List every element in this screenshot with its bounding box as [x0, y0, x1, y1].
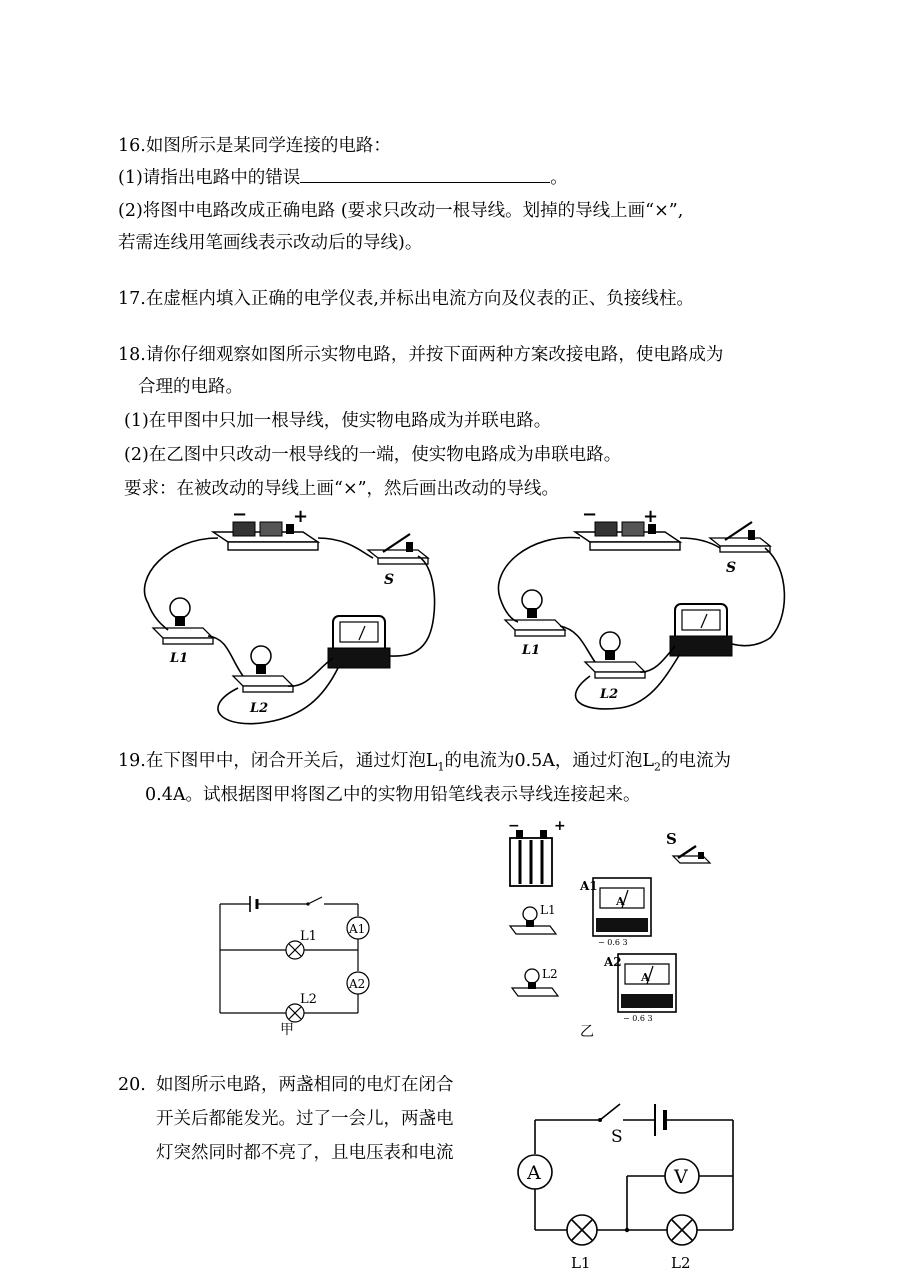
ammeter-a1-label: A1 [580, 879, 598, 893]
q17-title: 17.在虚框内填入正确的电学仪表,并标出电流方向及仪表的正、负接线柱。 [118, 289, 694, 309]
switch-label: S [666, 830, 677, 848]
switch [368, 534, 428, 564]
battery-plus-label: + [643, 506, 659, 527]
ammeter-a1-terminals: − 0.6 3 [598, 938, 628, 947]
q18-title-line2: 合理的电路。 [138, 377, 243, 397]
lamp-l2-label: L2 [300, 992, 317, 1007]
lamp-l2-label: L2 [600, 687, 619, 702]
switch-label: S [726, 560, 737, 576]
q19-line1-sub2: 2 [654, 760, 662, 774]
switch-label: S [611, 1127, 623, 1147]
battery-minus-label: − [232, 504, 248, 525]
battery-minus-label: − [582, 504, 598, 525]
lamp-l1-label: L1 [571, 1254, 591, 1272]
switch-label: S [384, 572, 395, 588]
lamp-l2 [233, 646, 293, 692]
battery-plus-label: + [293, 506, 309, 527]
ammeter-a2-letter: A [641, 971, 650, 984]
q19-line1-b: 的电流为0.5A，通过灯泡L [444, 751, 655, 771]
lamp-l2-label: L2 [250, 701, 269, 716]
q20-number: 20. [118, 1075, 146, 1095]
ammeter-a2-label: A2 [349, 977, 366, 991]
lamp-l2 [585, 632, 645, 678]
q20-line3: 灯突然同时都不亮了，且电压表和电流 [156, 1143, 454, 1163]
lamp-l2-label: L2 [542, 967, 558, 981]
ammeter [328, 616, 390, 668]
lamp-l1-label: L1 [300, 929, 317, 944]
lamp-l1-label: L1 [540, 903, 556, 917]
q18-figure-jia [128, 504, 458, 733]
q19-line1-sub1: 1 [437, 760, 445, 774]
ammeter [670, 604, 732, 656]
q19-figure-yi [498, 818, 738, 1040]
ammeter-label: A [527, 1162, 541, 1184]
q16-item2-line1: (2)将图中电路改成正确电路 (要求只改动一根导线。划掉的导线上画“×”, [118, 201, 684, 221]
battery [510, 830, 552, 886]
q20-line1: 如图所示电路，两盏相同的电灯在闭合 [156, 1075, 454, 1095]
switch [673, 846, 710, 863]
lamp-l2-label: L2 [671, 1254, 691, 1272]
battery-box [575, 522, 680, 550]
q19-line2: 0.4A。试根据图甲将图乙中的实物用铅笔线表示导线连接起来。 [145, 785, 641, 805]
q16-item1-prefix: (1)请指出电路中的错误 [118, 168, 301, 188]
q18-figure-yi [490, 504, 820, 733]
q19-line1-a: 19.在下图甲中，闭合开关后，通过灯泡L [118, 751, 438, 771]
ammeter-a1-label: A1 [349, 922, 366, 936]
fig-jia-caption: 甲 [280, 1022, 294, 1038]
q16-answer-blank[interactable] [300, 166, 550, 183]
q19-line1 [118, 749, 731, 780]
q16-item2-line2: 若需连线用笔画线表示改动后的导线)。 [118, 233, 423, 253]
q19-line1-c: 的电流为 [661, 751, 732, 771]
q20-circuit-diagram [515, 1090, 745, 1272]
q18-item2: (2)在乙图中只改动一根导线的一端，使实物电路成为串联电路。 [124, 445, 622, 465]
switch-lever [600, 1104, 620, 1120]
q20-line2: 开关后都能发光。过了一会儿，两盏电 [156, 1109, 454, 1129]
q18-requirement: 要求：在被改动的导线上画“×”，然后画出改动的导线。 [124, 479, 560, 499]
q18-title-line1: 18.请你仔细观察如图所示实物电路，并按下面两种方案改接电路，使电路成为 [118, 345, 724, 365]
lamp-l1 [505, 590, 565, 636]
q19-figure-jia [212, 888, 382, 1038]
voltmeter-label: V [674, 1166, 688, 1188]
q16-item1-suffix: 。 [550, 168, 568, 188]
battery-minus-label: − [508, 818, 520, 834]
lamp-l1-label: L1 [170, 651, 189, 666]
q18-item1: (1)在甲图中只加一根导线，使实物电路成为并联电路。 [124, 411, 552, 431]
ammeter-a1-letter: A [616, 895, 625, 908]
lamp-l1 [153, 598, 213, 644]
fig-yi-caption: 乙 [580, 1024, 594, 1040]
battery-plus-label: + [554, 818, 566, 834]
switch-lever [308, 897, 322, 904]
ammeter-a2-label: A2 [604, 955, 622, 969]
q16-item1 [118, 166, 568, 190]
q16-title: 16.如图所示是某同学连接的电路： [118, 136, 391, 156]
lamp-l1-label: L1 [522, 643, 541, 658]
ammeter-a2-terminals: − 0.6 3 [623, 1014, 653, 1023]
